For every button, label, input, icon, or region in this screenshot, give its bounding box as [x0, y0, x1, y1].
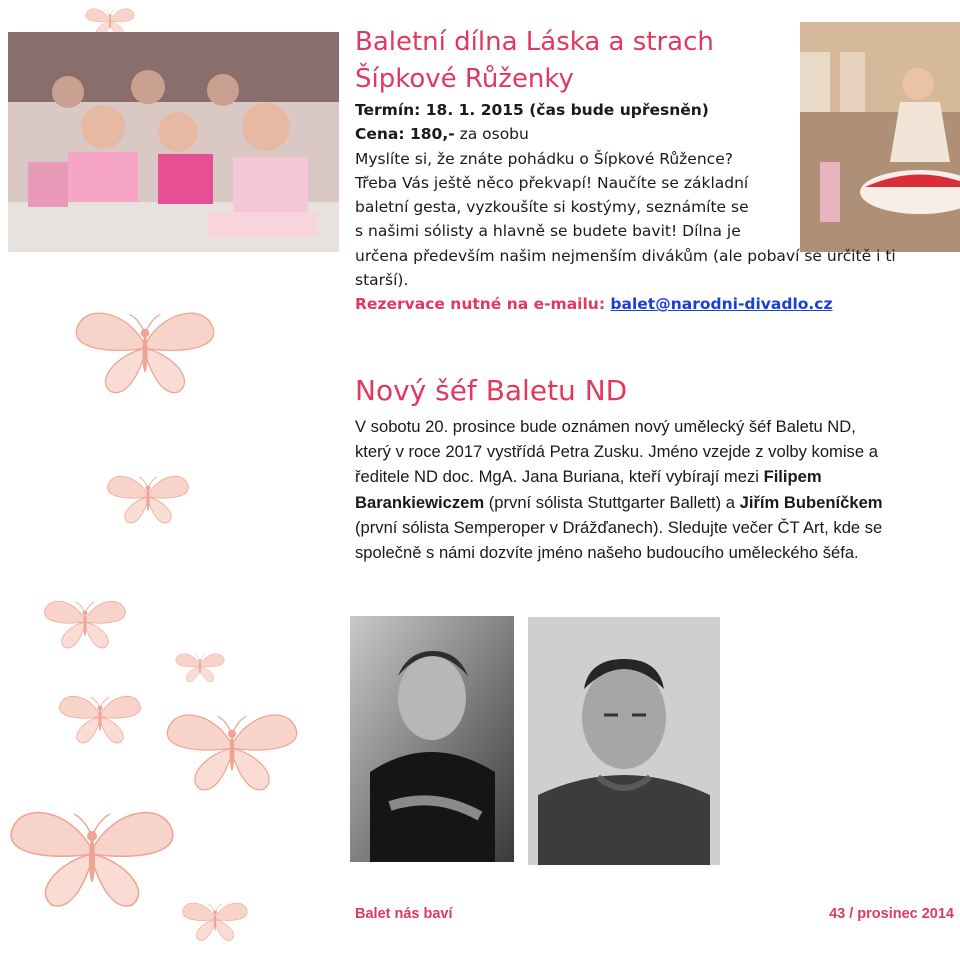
butterfly-icon [167, 715, 296, 790]
reservation-label: Rezervace nutné na e-mailu: [355, 295, 611, 314]
butterfly-icon [11, 813, 173, 906]
body-line [355, 464, 955, 489]
children-photo [8, 32, 339, 252]
title-line-2: Šípkové Růženky [355, 64, 574, 94]
new-chief-article-body [355, 414, 955, 565]
body-text: ředitele ND doc. MgA. Jana Buriana, kteří vybírají mezi [355, 467, 764, 487]
body-line: s našimi sólisty a hlavně se budete bavit! Dílna je [355, 222, 741, 241]
article-title-new-ballet-chief: Nový šéf Baletu ND [355, 374, 628, 407]
title-line-1: Baletní dílna Láska a strach [355, 27, 714, 57]
body-text: (první sólista Stuttgarter Ballett) a [484, 492, 740, 512]
footer-page-number: 43 / prosinec 2014 [829, 906, 954, 922]
butterfly-icon [183, 903, 248, 940]
reservation-line [355, 292, 955, 316]
term-label: Termín: 18. 1. 2015 (čas bude upřesněn) [355, 101, 709, 119]
body-line [355, 490, 955, 515]
body-line: Třeba Vás ještě něco překvapí! Naučíte se základní [355, 173, 749, 192]
body-line: baletní gesta, vyzkoušíte si kostýmy, seznámíte se [355, 198, 749, 217]
price-label: Cena: 180,- [355, 125, 455, 144]
candidate-name-first: Filipem [763, 467, 822, 487]
body-line: (první sólista Semperoper v Drážďanech). Sledujte večer ČT Art, kde se [355, 517, 883, 537]
butterfly-icon [176, 654, 225, 682]
body-line: starší). [355, 271, 409, 290]
body-line: společně s námi dozvíte jméno našeho budoucího uměleckého šéfa. [355, 542, 859, 562]
candidate-name-2: Jiřím Bubeníčkem [739, 492, 883, 512]
portrait-photo-jiri-bubenicek [528, 617, 720, 865]
butterfly-icon [76, 313, 213, 392]
price-suffix: za osobu [454, 125, 529, 144]
candidate-name-last: Barankiewiczem [355, 492, 485, 512]
butterfly-icon [45, 601, 126, 648]
body-line: Myslíte si, že znáte pohádku o Šípkové Růžence? [355, 149, 733, 168]
body-line: který v roce 2017 vystřídá Petra Zusku. Jméno vzejde z volby komise a [355, 442, 878, 462]
butterfly-icon [60, 696, 141, 743]
body-line: určena především našim nejmenším divákům (ale pobaví se určitě i ti [355, 246, 896, 265]
body-line: V sobotu 20. prosince bude oznámen nový umělecký šéf Baletu ND, [355, 417, 856, 436]
footer-magazine-name: Balet nás baví [355, 906, 453, 922]
workshop-details [355, 98, 955, 317]
portrait-photo-filip-barankiewicz [350, 616, 514, 862]
reservation-email-link[interactable]: balet@narodni-divadlo.cz [610, 295, 833, 314]
butterfly-icon [108, 476, 189, 523]
article-title-ballet-workshop [355, 24, 714, 98]
